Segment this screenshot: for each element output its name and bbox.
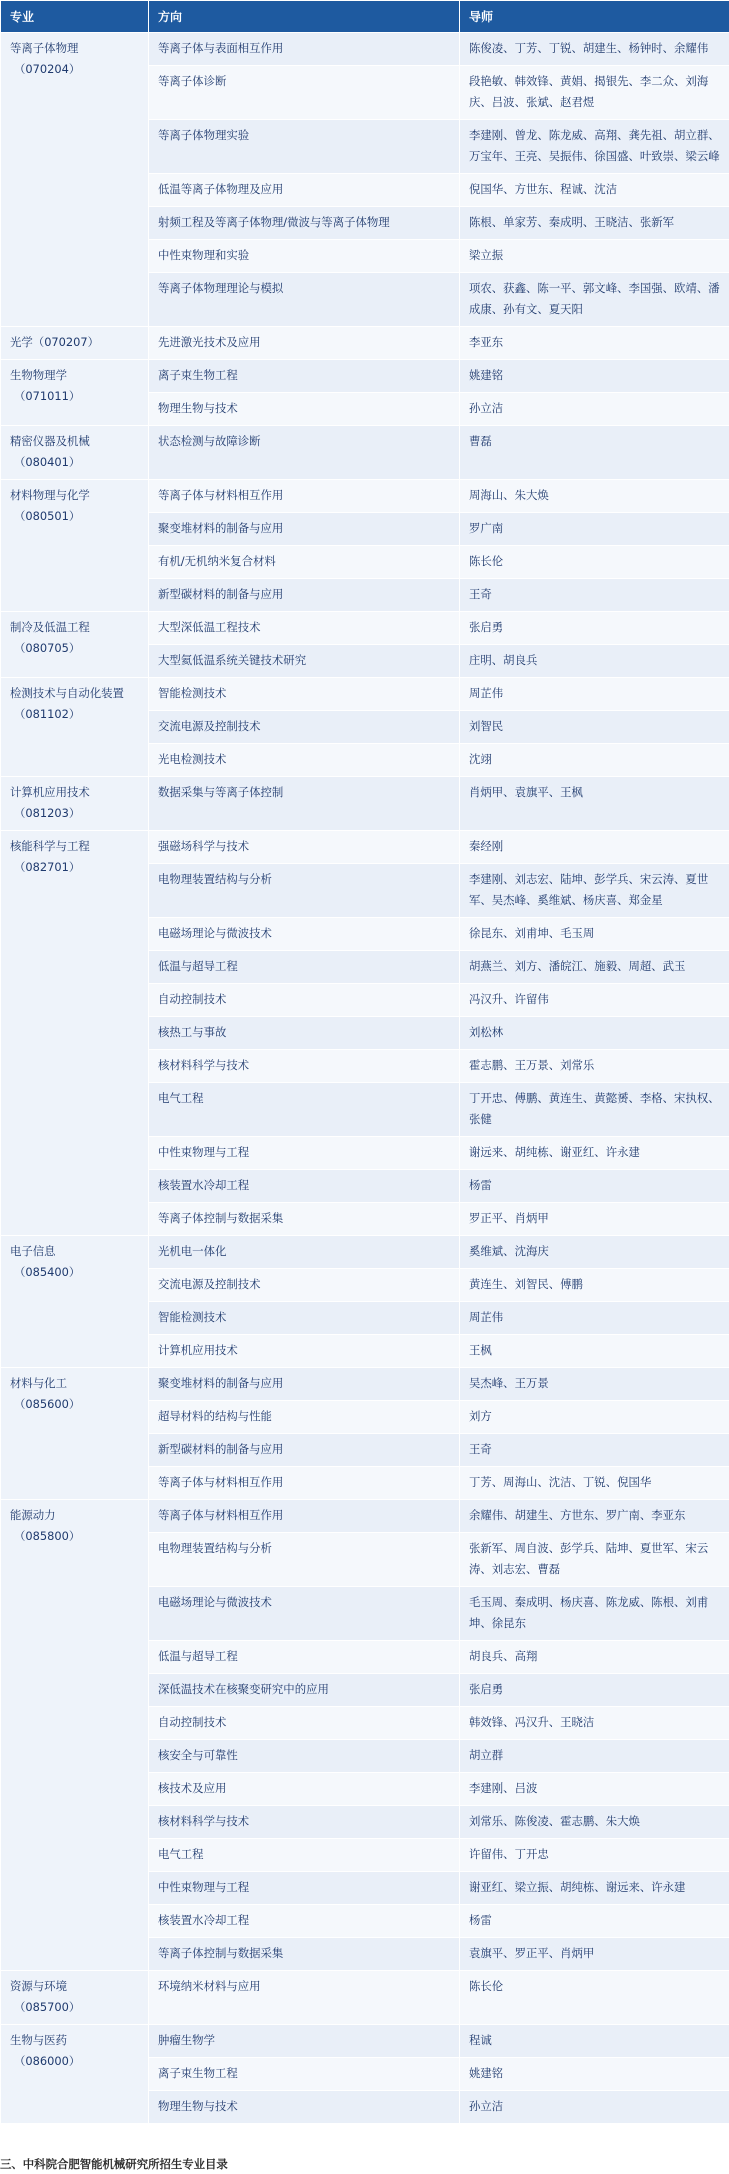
- tutor-cell: 孙立洁: [460, 393, 729, 426]
- direction-cell: 物理生物与技术: [149, 393, 460, 426]
- direction-cell: 有机/无机纳米复合材料: [149, 546, 460, 579]
- major-code: （085800）: [14, 1529, 81, 1543]
- table-row: [1, 480, 729, 513]
- major-code: （070204）: [14, 62, 81, 76]
- table-row: [1, 2025, 729, 2058]
- table-row: [1, 1236, 729, 1269]
- direction-cell: 核装置水冷却工程: [149, 1170, 460, 1203]
- direction-cell: 大型氦低温系统关键技术研究: [149, 645, 460, 678]
- major-cell: [1, 426, 149, 480]
- major-code: （081102）: [14, 707, 81, 721]
- major-code: （085700）: [14, 2000, 81, 2014]
- direction-cell: 中性束物理与工程: [149, 1137, 460, 1170]
- tutor-cell: 罗正平、肖炳甲: [460, 1203, 729, 1236]
- major-name: 等离子体物理: [10, 41, 79, 55]
- tutor-cell: 王奇: [460, 579, 729, 612]
- tutor-cell: 霍志鹏、王万景、刘常乐: [460, 1050, 729, 1083]
- tutor-cell: 袁旗平、罗正平、肖炳甲: [460, 1938, 729, 1971]
- tutor-cell: 李建刚、曾龙、陈龙威、高翔、龚先祖、胡立群、万宝年、王亮、吴振伟、徐国盛、叶致崇、梁云峰: [460, 120, 729, 174]
- major-code: （080401）: [14, 455, 81, 469]
- major-cell: [1, 327, 149, 360]
- major-name: 计算机应用技术: [10, 785, 90, 799]
- direction-cell: 深低温技术在核聚变研究中的应用: [149, 1674, 460, 1707]
- direction-cell: 电磁场理论与微波技术: [149, 918, 460, 951]
- direction-cell: 中性束物理与工程: [149, 1872, 460, 1905]
- major-code: （071011）: [14, 389, 81, 403]
- direction-cell: 离子束生物工程: [149, 360, 460, 393]
- major-code: （085400）: [14, 1265, 81, 1279]
- direction-cell: 状态检测与故障诊断: [149, 426, 460, 480]
- major-cell: [1, 360, 149, 426]
- tutor-cell: 庄明、胡良兵: [460, 645, 729, 678]
- tutor-cell: 孙立洁: [460, 2091, 729, 2124]
- tutor-cell: 项农、获鑫、陈一平、郭文峰、李国强、欧靖、潘成康、孙有文、夏天阳: [460, 273, 729, 327]
- tutor-cell: 周芷伟: [460, 1302, 729, 1335]
- major-name: 检测技术与自动化装置: [10, 686, 124, 700]
- tutor-cell: 黄连生、刘智民、傅鹏: [460, 1269, 729, 1302]
- direction-cell: 自动控制技术: [149, 1707, 460, 1740]
- header-major: 专业: [1, 1, 149, 33]
- tutor-cell: 谢亚红、梁立振、胡纯栋、谢远来、许永建: [460, 1872, 729, 1905]
- direction-cell: 交流电源及控制技术: [149, 1269, 460, 1302]
- table-row: [1, 1971, 729, 2025]
- direction-cell: 电气工程: [149, 1083, 460, 1137]
- major-name: 材料与化工: [10, 1376, 67, 1390]
- major-cell: [1, 612, 149, 678]
- major-cell: [1, 831, 149, 1236]
- direction-cell: 大型深低温工程技术: [149, 612, 460, 645]
- major-name: 光学: [10, 335, 33, 349]
- tutor-cell: 谢远来、胡纯栋、谢亚红、许永建: [460, 1137, 729, 1170]
- major-name: 制冷及低温工程: [10, 620, 90, 634]
- direction-cell: 等离子体与材料相互作用: [149, 1500, 460, 1533]
- direction-cell: 等离子体物理实验: [149, 120, 460, 174]
- direction-cell: 核热工与事故: [149, 1017, 460, 1050]
- major-cell: [1, 1236, 149, 1368]
- direction-cell: 环境纳米材料与应用: [149, 1971, 460, 2025]
- table-row: [1, 327, 729, 360]
- tutor-cell: 李亚东: [460, 327, 729, 360]
- tutor-cell: 张启勇: [460, 612, 729, 645]
- major-cell: [1, 777, 149, 831]
- direction-cell: 等离子体控制与数据采集: [149, 1203, 460, 1236]
- tutor-cell: 李建刚、刘志宏、陆坤、彭学兵、宋云涛、夏世军、吴杰峰、奚维斌、杨庆喜、郑金星: [460, 864, 729, 918]
- direction-cell: 自动控制技术: [149, 984, 460, 1017]
- table-row: [1, 678, 729, 711]
- direction-cell: 智能检测技术: [149, 1302, 460, 1335]
- direction-cell: 低温与超导工程: [149, 951, 460, 984]
- direction-cell: 低温与超导工程: [149, 1641, 460, 1674]
- direction-cell: 电气工程: [149, 1839, 460, 1872]
- major-name: 材料物理与化学: [10, 488, 90, 502]
- major-name: 资源与环境: [10, 1979, 67, 1993]
- direction-cell: 强磁场科学与技术: [149, 831, 460, 864]
- header-tutor: 导师: [460, 1, 729, 33]
- tutor-cell: 毛玉周、秦成明、杨庆喜、陈龙威、陈根、刘甫坤、徐昆东: [460, 1587, 729, 1641]
- tutor-cell: 刘松林: [460, 1017, 729, 1050]
- direction-cell: 聚变堆材料的制备与应用: [149, 513, 460, 546]
- direction-cell: 电物理装置结构与分析: [149, 1533, 460, 1587]
- direction-cell: 低温等离子体物理及应用: [149, 174, 460, 207]
- direction-cell: 交流电源及控制技术: [149, 711, 460, 744]
- direction-cell: 等离子体与表面相互作用: [149, 33, 460, 66]
- tutor-cell: 丁开忠、傅鹏、黄连生、黄懿赟、李格、宋执权、张健: [460, 1083, 729, 1137]
- tutor-cell: 胡燕兰、刘方、潘皖江、施毅、周超、武玉: [460, 951, 729, 984]
- major-name: 电子信息: [10, 1244, 56, 1258]
- direction-cell: 等离子体诊断: [149, 66, 460, 120]
- major-cell: [1, 1368, 149, 1500]
- table-row: [1, 777, 729, 831]
- tutor-cell: 段艳敏、韩效锋、黄娟、揭银先、李二众、刘海庆、吕波、张斌、赵君煜: [460, 66, 729, 120]
- table-body: [1, 33, 729, 2124]
- direction-cell: 新型碳材料的制备与应用: [149, 579, 460, 612]
- tutor-cell: 胡良兵、高翔: [460, 1641, 729, 1674]
- table-row: [1, 1368, 729, 1401]
- major-name: 能源动力: [10, 1508, 56, 1522]
- table-row: [1, 426, 729, 480]
- tutor-cell: 刘智民: [460, 711, 729, 744]
- direction-cell: 智能检测技术: [149, 678, 460, 711]
- tutor-cell: 杨雷: [460, 1170, 729, 1203]
- tutor-cell: 吴杰峰、王万景: [460, 1368, 729, 1401]
- major-name: 核能科学与工程: [10, 839, 90, 853]
- table-row: [1, 1500, 729, 1533]
- direction-cell: 光机电一体化: [149, 1236, 460, 1269]
- direction-cell: 电磁场理论与微波技术: [149, 1587, 460, 1641]
- tutor-cell: 周海山、朱大焕: [460, 480, 729, 513]
- tutor-cell: 陈根、单家芳、秦成明、王晓洁、张新军: [460, 207, 729, 240]
- direction-cell: 超导材料的结构与性能: [149, 1401, 460, 1434]
- table-row: [1, 831, 729, 864]
- tutor-cell: 奚维斌、沈海庆: [460, 1236, 729, 1269]
- tutor-cell: 余耀伟、胡建生、方世东、罗广南、李亚东: [460, 1500, 729, 1533]
- major-name: 生物物理学: [10, 368, 67, 382]
- major-code: （070207）: [32, 335, 100, 349]
- tutor-cell: 罗广南: [460, 513, 729, 546]
- tutor-cell: 姚建铭: [460, 360, 729, 393]
- direction-cell: 新型碳材料的制备与应用: [149, 1434, 460, 1467]
- tutor-cell: 姚建铭: [460, 2058, 729, 2091]
- direction-cell: 中性束物理和实验: [149, 240, 460, 273]
- direction-cell: 物理生物与技术: [149, 2091, 460, 2124]
- header-direction: 方向: [149, 1, 460, 33]
- direction-cell: 核安全与可靠性: [149, 1740, 460, 1773]
- direction-cell: 等离子体物理理论与模拟: [149, 273, 460, 327]
- tutor-cell: 李建刚、吕波: [460, 1773, 729, 1806]
- tutor-cell: 倪国华、方世东、程诚、沈洁: [460, 174, 729, 207]
- direction-cell: 等离子体与材料相互作用: [149, 1467, 460, 1500]
- tutor-cell: 胡立群: [460, 1740, 729, 1773]
- direction-cell: 核装置水冷却工程: [149, 1905, 460, 1938]
- tutor-cell: 刘方: [460, 1401, 729, 1434]
- table-row: [1, 612, 729, 645]
- tutor-cell: 冯汉升、许留伟: [460, 984, 729, 1017]
- tutor-cell: 周芷伟: [460, 678, 729, 711]
- direction-cell: 聚变堆材料的制备与应用: [149, 1368, 460, 1401]
- direction-cell: 等离子体与材料相互作用: [149, 480, 460, 513]
- major-cell: [1, 1971, 149, 2025]
- table-row: [1, 33, 729, 66]
- direction-cell: 核材料科学与技术: [149, 1050, 460, 1083]
- direction-cell: 数据采集与等离子体控制: [149, 777, 460, 831]
- major-name: 精密仪器及机械: [10, 434, 90, 448]
- table-header-row: [1, 1, 729, 33]
- major-cell: [1, 33, 149, 327]
- tutor-cell: 陈长伦: [460, 1971, 729, 2025]
- direction-cell: 核材料科学与技术: [149, 1806, 460, 1839]
- tutor-cell: 陈长伦: [460, 546, 729, 579]
- tutor-cell: 沈翊: [460, 744, 729, 777]
- direction-cell: 光电检测技术: [149, 744, 460, 777]
- section-heading: 三、中科院合肥智能机械研究所招生专业目录: [0, 2157, 228, 2171]
- tutor-cell: 陈俊凌、丁芳、丁锐、胡建生、杨钟时、余耀伟: [460, 33, 729, 66]
- direction-cell: 等离子体控制与数据采集: [149, 1938, 460, 1971]
- direction-cell: 射频工程及等离子体物理/微波与等离子体物理: [149, 207, 460, 240]
- major-code: （082701）: [14, 860, 81, 874]
- tutor-cell: 丁芳、周海山、沈洁、丁锐、倪国华: [460, 1467, 729, 1500]
- tutor-cell: 韩效锋、冯汉升、王晓洁: [460, 1707, 729, 1740]
- direction-cell: 先进激光技术及应用: [149, 327, 460, 360]
- direction-cell: 电物理装置结构与分析: [149, 864, 460, 918]
- tutor-cell: 王枫: [460, 1335, 729, 1368]
- direction-cell: 核技术及应用: [149, 1773, 460, 1806]
- major-name: 生物与医药: [10, 2033, 67, 2047]
- direction-cell: 离子束生物工程: [149, 2058, 460, 2091]
- direction-cell: 计算机应用技术: [149, 1335, 460, 1368]
- tutor-cell: 曹磊: [460, 426, 729, 480]
- major-code: （080705）: [14, 641, 81, 655]
- table-row: [1, 360, 729, 393]
- major-code: （080501）: [14, 509, 81, 523]
- tutor-cell: 刘常乐、陈俊凌、霍志鹏、朱大焕: [460, 1806, 729, 1839]
- direction-cell: 肿瘤生物学: [149, 2025, 460, 2058]
- major-cell: [1, 2025, 149, 2124]
- tutor-cell: 秦经刚: [460, 831, 729, 864]
- major-cell: [1, 480, 149, 612]
- major-code: （081203）: [14, 806, 81, 820]
- tutor-cell: 肖炳甲、袁旗平、王枫: [460, 777, 729, 831]
- major-cell: [1, 678, 149, 777]
- tutor-cell: 王奇: [460, 1434, 729, 1467]
- tutor-cell: 许留伟、丁开忠: [460, 1839, 729, 1872]
- major-cell: [1, 1500, 149, 1971]
- tutor-cell: 杨雷: [460, 1905, 729, 1938]
- tutor-cell: 徐昆东、刘甫坤、毛玉周: [460, 918, 729, 951]
- major-code: （086000）: [14, 2054, 81, 2068]
- tutor-cell: 程诚: [460, 2025, 729, 2058]
- tutor-cell: 张启勇: [460, 1674, 729, 1707]
- major-code: （085600）: [14, 1397, 81, 1411]
- tutor-cell: 张新军、周自波、彭学兵、陆坤、夏世军、宋云涛、刘志宏、曹磊: [460, 1533, 729, 1587]
- tutor-cell: 梁立振: [460, 240, 729, 273]
